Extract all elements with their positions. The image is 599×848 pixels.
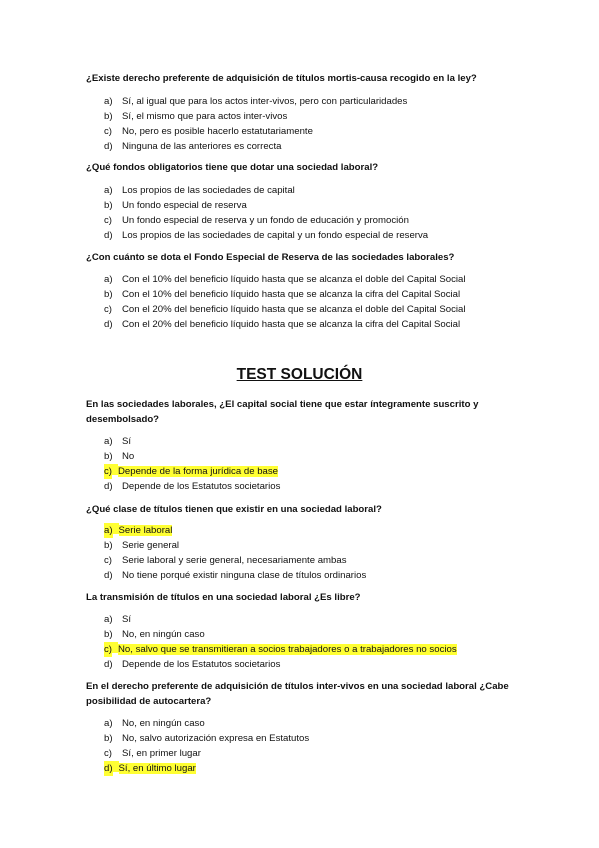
option-letter: d) — [104, 230, 113, 241]
option-1b — [104, 109, 407, 124]
solution-options-list-2 — [104, 523, 366, 583]
option-text: Con el 20% del beneficio líquido hasta que se alcanza la cifra del Capital Social — [122, 319, 461, 330]
option-letter: b) — [104, 733, 113, 744]
option-1a — [104, 94, 407, 109]
solution-option-1a — [104, 434, 280, 449]
option-letter: d) — [104, 570, 113, 581]
option-3a — [104, 272, 465, 287]
option-letter: a) — [104, 525, 113, 536]
option-text: No, salvo autorización expresa en Estatutos — [122, 733, 310, 744]
option-text: Serie general — [122, 540, 180, 551]
option-letter: a) — [104, 718, 113, 729]
solution-question-1: En las sociedades laborales, ¿El capital social tiene que estar íntegramente suscrito y desembolsado? — [86, 399, 479, 425]
option-letter: b) — [104, 540, 113, 551]
solution-option-2b — [104, 538, 366, 553]
option-text: Los propios de las sociedades de capital y un fondo especial de reserva — [122, 230, 429, 241]
options-list-3 — [104, 272, 465, 332]
options-list-1 — [104, 94, 407, 154]
option-letter: a) — [104, 185, 113, 196]
option-text: No tiene porqué existir ninguna clase de títulos ordinarios — [122, 570, 367, 581]
solution-options-list-4 — [104, 716, 309, 776]
solution-option-3d — [104, 657, 457, 672]
option-letter: d) — [104, 319, 113, 330]
solution-option-4d-correct — [104, 761, 309, 776]
option-1d — [104, 139, 407, 154]
option-text: Sí — [122, 614, 132, 625]
option-text: No, en ningún caso — [122, 718, 205, 729]
option-letter: c) — [104, 304, 112, 315]
option-letter: c) — [104, 215, 112, 226]
option-letter: a) — [104, 274, 113, 285]
option-letter: b) — [104, 289, 113, 300]
solution-option-2d — [104, 568, 366, 583]
page-title: TEST SOLUCIÓN — [236, 366, 363, 383]
solution-option-3b — [104, 627, 457, 642]
solution-option-1c-correct — [104, 464, 280, 479]
option-letter: b) — [104, 200, 113, 211]
option-letter: c) — [104, 126, 112, 137]
solution-option-2a-correct — [104, 523, 366, 538]
highlight-gap — [113, 761, 119, 772]
option-text: Sí — [122, 436, 132, 447]
solution-option-4b — [104, 731, 309, 746]
solution-option-4a — [104, 716, 309, 731]
solution-option-3c-correct — [104, 642, 457, 657]
option-text: Depende de la forma jurídica de base — [118, 466, 278, 477]
option-text: Con el 10% del beneficio líquido hasta que se alcanza el doble del Capital Social — [122, 274, 466, 285]
option-text: Serie laboral y serie general, necesariamente ambas — [122, 555, 347, 566]
option-3b — [104, 287, 465, 302]
option-text: Sí, en primer lugar — [122, 748, 201, 759]
solution-option-3a — [104, 612, 457, 627]
solution-options-list-1 — [104, 434, 280, 494]
option-text: Sí, al igual que para los actos inter-vivos, pero con particularidades — [122, 96, 408, 107]
option-text: Sí, el mismo que para actos inter-vivos — [122, 111, 288, 122]
highlight-gap — [113, 523, 119, 534]
option-text: No, en ningún caso — [122, 629, 205, 640]
option-text: No, salvo que se transmitieran a socios trabajadores o a trabajadores no socios — [118, 644, 457, 655]
solution-option-2c — [104, 553, 366, 568]
option-letter: d) — [104, 763, 113, 774]
question-1: ¿Existe derecho preferente de adquisición de títulos mortis-causa recogido en la ley? — [86, 73, 477, 84]
solution-question-4: En el derecho preferente de adquisición de títulos inter-vivos en una sociedad laboral ¿Cabe posibilidad de autocartera? — [86, 681, 509, 707]
option-letter: b) — [104, 451, 113, 462]
option-text: Depende de los Estatutos societarios — [122, 659, 281, 670]
option-2d — [104, 228, 428, 243]
option-1c — [104, 124, 407, 139]
option-letter: c) — [104, 555, 112, 566]
option-letter: a) — [104, 614, 113, 625]
option-text: Depende de los Estatutos societarios — [122, 481, 281, 492]
option-text: Los propios de las sociedades de capital — [122, 185, 295, 196]
option-text: No — [122, 451, 135, 462]
option-2b — [104, 198, 428, 213]
option-text: Ninguna de las anteriores es correcta — [122, 141, 282, 152]
solution-question-3: La transmisión de títulos en una sociedad laboral ¿Es libre? — [86, 592, 361, 603]
solution-option-1b — [104, 449, 280, 464]
option-letter: b) — [104, 111, 113, 122]
solution-option-4c — [104, 746, 309, 761]
option-text: Con el 20% del beneficio líquido hasta que se alcanza el doble del Capital Social — [122, 304, 466, 315]
option-letter: a) — [104, 436, 113, 447]
option-letter: c) — [104, 748, 112, 759]
options-list-2 — [104, 183, 428, 243]
option-letter: b) — [104, 629, 113, 640]
option-letter: c) — [104, 644, 112, 655]
option-letter: d) — [104, 141, 113, 152]
option-letter: c) — [104, 466, 112, 477]
option-3c — [104, 302, 465, 317]
solution-options-list-3 — [104, 612, 457, 672]
solution-option-1d — [104, 479, 280, 494]
option-text: Un fondo especial de reserva y un fondo de educación y promoción — [122, 215, 409, 226]
option-3d — [104, 317, 465, 332]
option-text: Con el 10% del beneficio líquido hasta que se alcanza la cifra del Capital Social — [122, 289, 461, 300]
solution-question-2: ¿Qué clase de títulos tienen que existir en una sociedad laboral? — [86, 504, 382, 515]
option-letter: a) — [104, 96, 113, 107]
option-2a — [104, 183, 428, 198]
option-letter: d) — [104, 481, 113, 492]
question-2: ¿Qué fondos obligatorios tiene que dotar una sociedad laboral? — [86, 162, 379, 173]
option-letter: d) — [104, 659, 113, 670]
option-text: No, pero es posible hacerlo estatutariamente — [122, 126, 313, 137]
option-2c — [104, 213, 428, 228]
option-text: Serie laboral — [118, 525, 173, 536]
question-3: ¿Con cuánto se dota el Fondo Especial de Reserva de las sociedades laborales? — [86, 252, 455, 263]
option-text: Sí, en último lugar — [118, 763, 196, 774]
option-text: Un fondo especial de reserva — [122, 200, 247, 211]
